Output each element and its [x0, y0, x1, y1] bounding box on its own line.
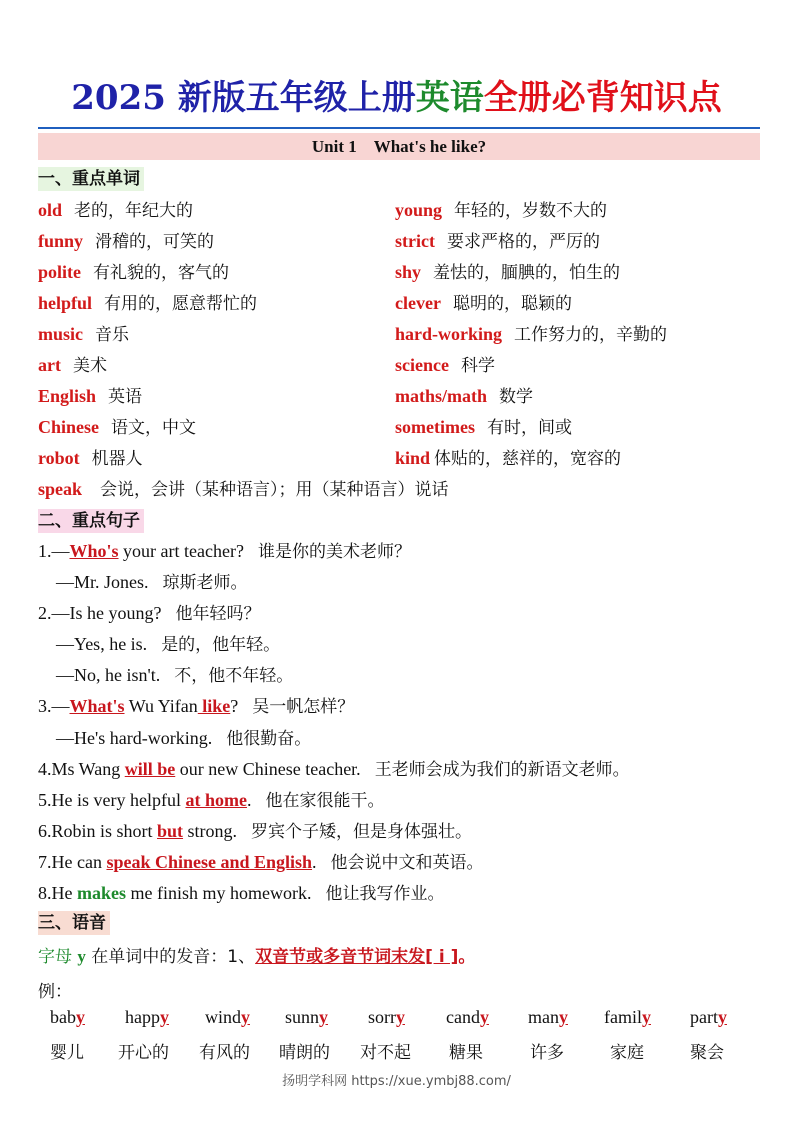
vocab-word: robot	[38, 448, 80, 468]
sentence-number: 1.—	[38, 541, 70, 561]
vocab-word: clever	[395, 293, 441, 313]
translation: 罗宾个子矮，但是身体强壮。	[251, 822, 473, 842]
vocab-word: sometimes	[395, 417, 475, 437]
sentence-3	[38, 694, 354, 719]
vocab-meaning: 机器人	[91, 449, 143, 469]
sentence-text: —No, he isn't.	[56, 665, 161, 685]
example-translation: 有风的	[199, 1043, 250, 1063]
vocab-item	[38, 353, 107, 378]
sentence-text: me finish my homework.	[126, 883, 312, 903]
vocab-item	[38, 291, 257, 316]
vocab-meaning: 滑稽的，可笑的	[95, 232, 215, 252]
vocab-meaning: 音乐	[95, 325, 129, 345]
key-phrase: will be	[124, 759, 176, 779]
key-phrase: Who's	[69, 541, 119, 561]
example-word: happy	[125, 1007, 169, 1027]
translation: 吴一帆怎样？	[252, 697, 355, 717]
sentence-2-answer-yes	[56, 632, 280, 657]
example-label: 例：	[38, 982, 72, 1002]
vocab-meaning: 美术	[72, 356, 107, 376]
page-title	[0, 70, 793, 119]
vocab-item	[38, 322, 129, 347]
sentence-1-answer	[56, 570, 248, 595]
key-phrase: but	[157, 821, 184, 841]
phonics-end: 。	[458, 947, 476, 967]
vocab-word: Chinese	[38, 417, 100, 437]
example-translation: 糖果	[449, 1043, 483, 1063]
sentence-2-answer-no	[56, 663, 293, 688]
vocab-item	[395, 322, 667, 347]
vocab-word: helpful	[38, 293, 93, 313]
vocab-meaning: 数学	[499, 387, 534, 407]
example-word: baby	[50, 1007, 85, 1027]
sentence-text: —He's hard-working.	[56, 728, 213, 748]
sentence-8	[38, 881, 444, 906]
vocab-item	[395, 353, 495, 378]
example-translation: 聚会	[690, 1043, 724, 1063]
vocab-meaning: 语文，中文	[111, 418, 197, 438]
vocab-word: music	[38, 324, 83, 344]
sentence-3-answer	[56, 726, 311, 751]
example-translation: 家庭	[610, 1043, 644, 1063]
vocab-word: art	[38, 355, 61, 375]
sentence-text: 8.He	[38, 883, 77, 903]
vocab-item	[38, 477, 449, 502]
vocab-meaning: 工作努力的，辛勤的	[514, 325, 668, 345]
sentence-text: —Mr. Jones.	[56, 572, 149, 592]
vocab-item	[38, 446, 143, 471]
vocab-word: maths/math	[395, 386, 488, 406]
vocab-item	[38, 229, 214, 254]
vocab-word: funny	[38, 231, 84, 251]
sentence-text: strong.	[183, 821, 238, 841]
vocab-meaning: 有礼貌的，客气的	[93, 263, 229, 283]
phonics-text: 在单词中的发音：1、	[85, 947, 256, 967]
sentence-4	[38, 757, 630, 782]
section-heading-phonics: 三、语音	[38, 911, 110, 935]
vocab-meaning: 有时，间或	[486, 418, 572, 438]
example-word: family	[604, 1007, 651, 1027]
vocab-word: science	[395, 355, 449, 375]
key-phrase: like	[197, 696, 231, 716]
example-word: windy	[205, 1007, 250, 1027]
sentence-2	[38, 601, 260, 626]
title-part-subject: 英语	[415, 78, 484, 118]
translation: 他会说中文和英语。	[330, 853, 484, 873]
vocab-item	[38, 384, 142, 409]
vocab-word: young	[395, 200, 443, 220]
title-part-grade: 2025 新版五年级上册	[71, 78, 416, 118]
sentence-text: Wu Yifan	[124, 696, 198, 716]
vocab-meaning: 年轻的，岁数不大的	[454, 201, 608, 221]
vocab-item	[395, 446, 621, 471]
vocab-meaning: 英语	[108, 387, 143, 407]
key-phrase: What's	[69, 696, 125, 716]
key-phrase: makes	[77, 883, 126, 903]
sentence-text: .	[312, 852, 317, 872]
translation: 他让我写作业。	[325, 884, 445, 904]
vocab-item	[395, 415, 572, 440]
vocab-item	[38, 198, 193, 223]
unit-heading: Unit 1 What's he like?	[38, 133, 760, 160]
key-phrase: speak Chinese and English	[106, 852, 313, 872]
sentence-text: 6.Robin is short	[38, 821, 158, 841]
translation: 琼斯老师。	[162, 573, 248, 593]
vocab-item	[395, 384, 533, 409]
example-word: sorry	[368, 1007, 405, 1027]
key-phrase: at home	[185, 790, 247, 810]
sentence-number: 3.—	[38, 696, 70, 716]
vocab-meaning: 老的，年纪大的	[74, 201, 194, 221]
phonics-letter-label: 字母 y	[38, 947, 86, 967]
vocab-word: speak	[38, 479, 83, 499]
example-word: party	[690, 1007, 727, 1027]
vocab-item	[395, 198, 607, 223]
sentence-text: —Yes, he is.	[56, 634, 148, 654]
footer-watermark: 扬明学科网 https://xue.ymbj88.com/	[282, 1074, 511, 1089]
vocab-meaning: 聪明的，聪颖的	[452, 294, 572, 314]
vocab-meaning: 体贴的，慈祥的，宽容的	[434, 449, 622, 469]
phonics-highlight: 双音节或多音节词末发[ i ]	[255, 947, 459, 967]
translation: 谁是你的美术老师？	[257, 542, 411, 562]
section-heading-vocab: 一、重点单词	[38, 167, 144, 191]
sentence-7	[38, 850, 484, 875]
vocab-word: hard-working	[395, 324, 503, 344]
example-translation: 对不起	[360, 1043, 411, 1063]
translation: 不，他不年轻。	[174, 666, 294, 686]
translation: 王老师会成为我们的新语文老师。	[374, 760, 630, 780]
sentence-6	[38, 819, 472, 844]
sentence-text: 4.Ms Wang	[38, 759, 125, 779]
vocab-item	[395, 291, 572, 316]
translation: 他年轻吗？	[175, 604, 261, 624]
sentence-5	[38, 788, 384, 813]
example-translation: 晴朗的	[279, 1043, 330, 1063]
section-heading-sentences: 二、重点句子	[38, 509, 144, 533]
vocab-item	[395, 229, 600, 254]
example-translation: 婴儿	[50, 1043, 84, 1063]
vocab-meaning: 要求严格的，严厉的	[446, 232, 600, 252]
example-word: many	[528, 1007, 568, 1027]
vocab-meaning: 科学	[460, 356, 495, 376]
translation: 他在家很能干。	[265, 791, 385, 811]
vocab-word: polite	[38, 262, 81, 282]
vocab-meaning: 会说，会讲（某种语言）；用（某种语言）说话	[100, 480, 449, 500]
vocab-meaning: 有用的，愿意帮忙的	[104, 294, 258, 314]
sentence-text: 2.—Is he young?	[38, 603, 162, 623]
vocab-word: kind	[395, 448, 431, 468]
vocab-word: strict	[395, 231, 435, 251]
sentence-text: your art teacher?	[118, 541, 244, 561]
translation: 他很勤奋。	[226, 729, 312, 749]
vocab-word: English	[38, 386, 97, 406]
example-translation: 开心的	[118, 1043, 169, 1063]
sentence-text: .	[246, 790, 252, 810]
vocab-item	[395, 260, 620, 285]
vocab-word: old	[38, 200, 63, 220]
example-word: candy	[446, 1007, 489, 1027]
title-part-topic: 全册必背知识点	[483, 78, 722, 118]
sentence-text: 5.He is very helpful	[38, 790, 186, 810]
vocab-item	[38, 260, 229, 285]
example-translation: 许多	[530, 1043, 564, 1063]
vocab-meaning: 羞怯的，腼腆的，怕生的	[433, 263, 621, 283]
sentence-1	[38, 539, 411, 564]
translation: 是的，他年轻。	[161, 635, 281, 655]
example-word: sunny	[285, 1007, 329, 1027]
phonics-rule	[38, 945, 475, 969]
sentence-text: ?	[230, 696, 239, 716]
title-divider	[38, 127, 760, 129]
vocab-item	[38, 415, 196, 440]
vocab-word: shy	[395, 262, 422, 282]
sentence-text: 7.He can	[38, 852, 107, 872]
sentence-text: our new Chinese teacher.	[175, 759, 361, 779]
